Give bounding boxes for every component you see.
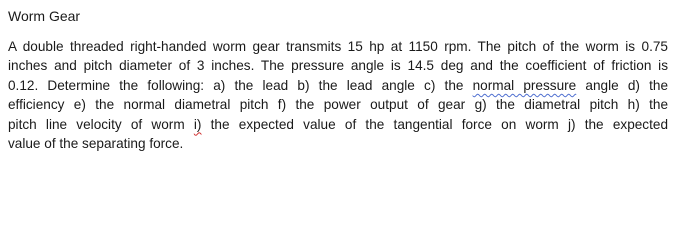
underlined-marker: i) <box>193 116 202 132</box>
text-line-2: inches and pitch diameter of 3 inches. The pressure angle is 14.5 deg and the coefficient of friction is <box>8 58 668 74</box>
text-line-3-start: 0.12. Determine the following: a) the lead b) the lead angle c) the <box>8 77 473 93</box>
document-heading: Worm Gear <box>8 8 81 24</box>
underlined-phrase: normal pressure <box>472 77 577 93</box>
problem-statement <box>8 37 668 153</box>
text-line-5-end: the expected value of the tangential force on worm j) the expected <box>201 116 669 132</box>
text-line-5 <box>8 115 668 134</box>
text-line-3-end: angle d) the <box>576 77 668 93</box>
text-line-4: efficiency e) the normal diametral pitch f) the power output of gear g) the diametral pitch h) the <box>8 97 668 113</box>
text-line-5-start: pitch line velocity of worm <box>8 116 194 132</box>
text-line-3 <box>8 76 668 95</box>
text-line-1: A double threaded right-handed worm gear transmits 15 hp at 1150 rpm. The pitch of the worm is 0.75 <box>8 39 668 54</box>
text-line-6: value of the separating force. <box>8 135 184 151</box>
